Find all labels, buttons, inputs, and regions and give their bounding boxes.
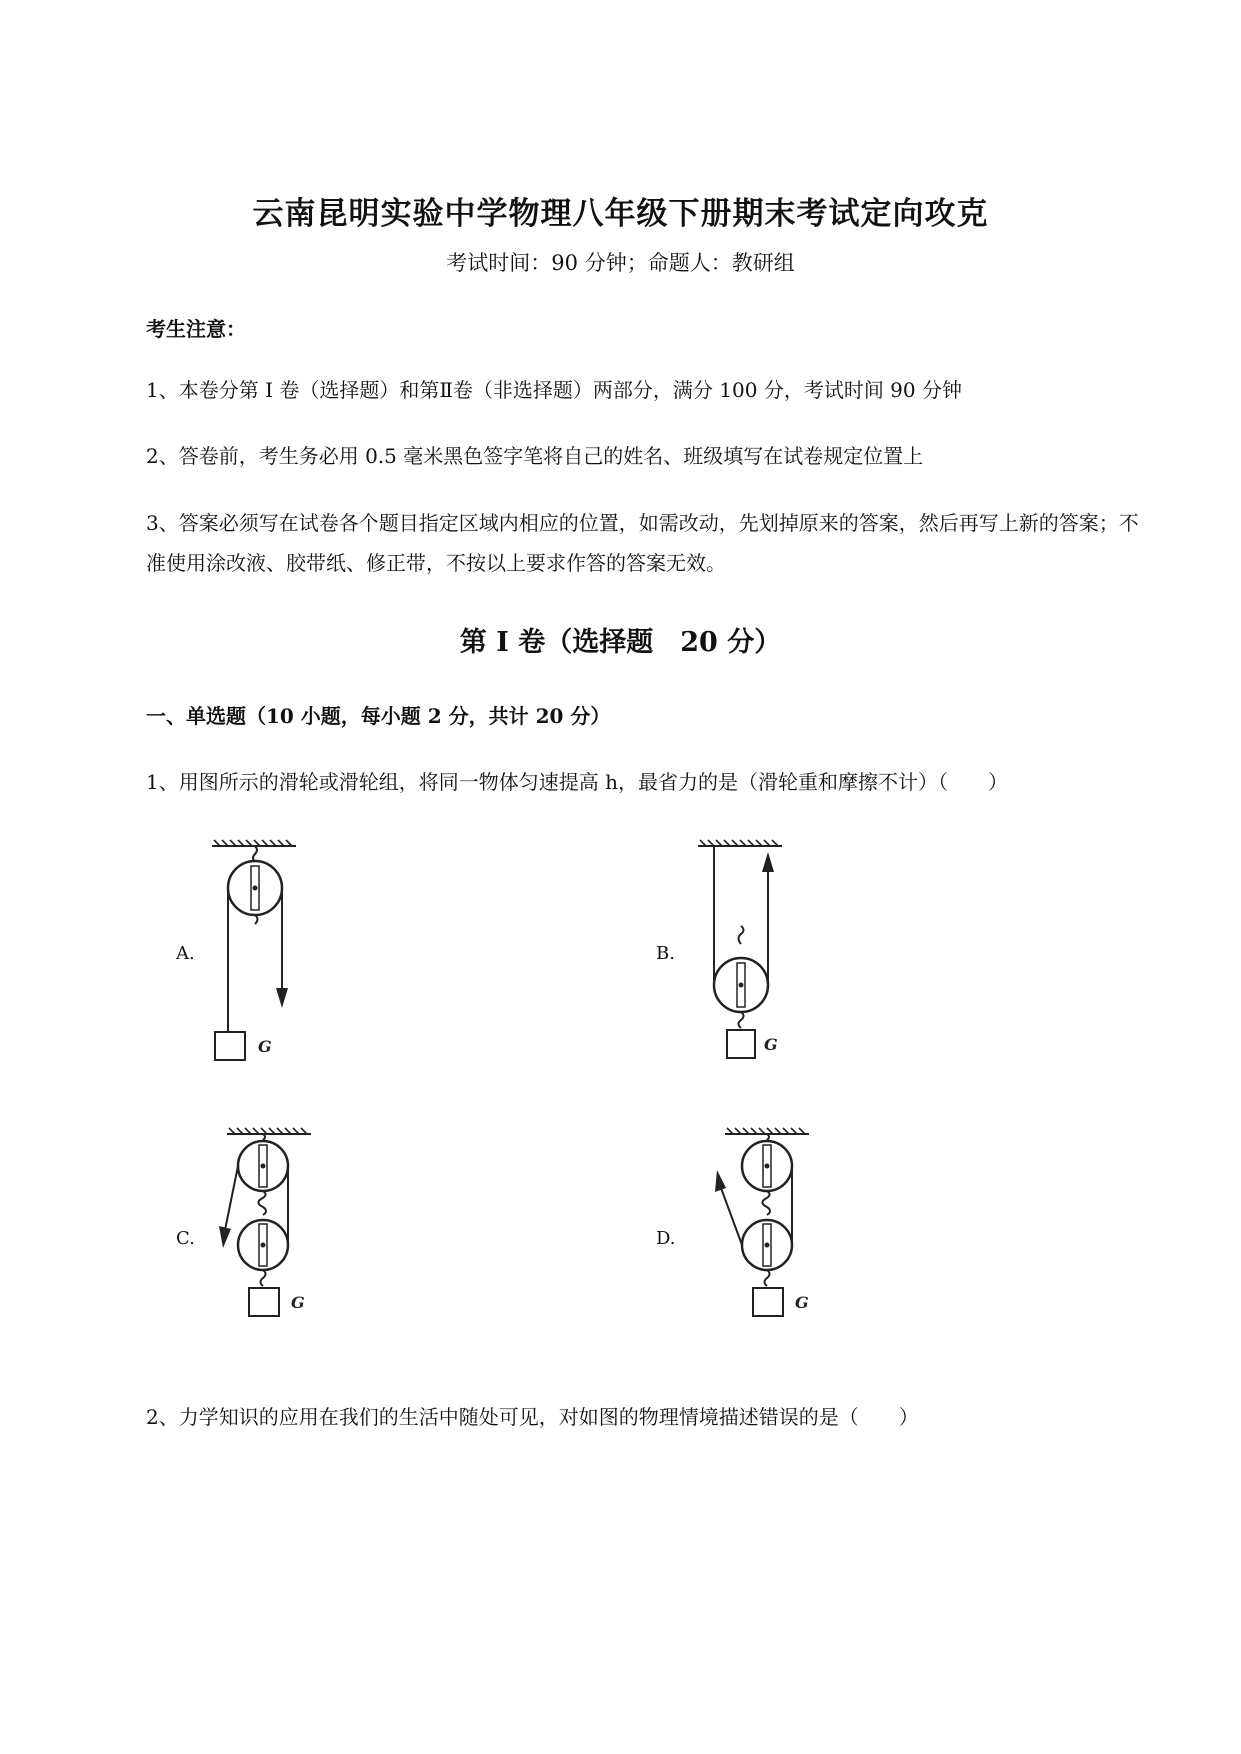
option-b-diagram [690, 840, 800, 1070]
notice-item-3: 3、答案必须写在试卷各个题目指定区域内相应的位置，如需改动，先划掉原来的答案，然后再写上新的答案；不准使用涂改液、胶带纸、修正带，不按以上要求作答的答案无效。 [146, 511, 1139, 575]
question-2-text: 2、力学知识的应用在我们的生活中随处可见，对如图的物理情境描述错误的是（ ） [146, 1405, 919, 1429]
option-c-weight-label: G [291, 1293, 305, 1312]
option-c-label: C. [176, 1228, 195, 1249]
part-heading: 一、单选题（10 小题，每小题 2 分，共计 20 分） [146, 704, 611, 728]
section-title: 第 I 卷（选择题 20 分） [459, 627, 782, 658]
exam-subtitle: 考试时间：90 分钟；命题人：教研组 [446, 251, 795, 275]
option-d-diagram [705, 1128, 815, 1368]
option-d-label: D. [656, 1228, 676, 1249]
notice-item-1: 1、本卷分第 I 卷（选择题）和第Ⅱ卷（非选择题）两部分，满分 100 分，考试时间 90 分钟 [146, 378, 962, 402]
option-c-diagram [215, 1128, 325, 1368]
option-a-diagram [200, 840, 310, 1070]
option-b-weight-label: G [764, 1035, 778, 1054]
page-title: 云南昆明实验中学物理八年级下册期末考试定向攻克 [252, 196, 989, 232]
question-1-text: 1、用图所示的滑轮或滑轮组，将同一物体匀速提高 h，最省力的是（滑轮重和摩擦不计）（ ） [146, 770, 1008, 794]
option-b-label: B. [656, 943, 675, 964]
notice-heading: 考生注意： [146, 317, 246, 341]
option-a-label: A. [176, 943, 195, 964]
option-a-weight-label: G [258, 1037, 272, 1056]
notice-item-2: 2、答卷前，考生务必用 0.5 毫米黑色签字笔将自己的姓名、班级填写在试卷规定位置上 [146, 444, 924, 468]
option-d-weight-label: G [795, 1293, 809, 1312]
